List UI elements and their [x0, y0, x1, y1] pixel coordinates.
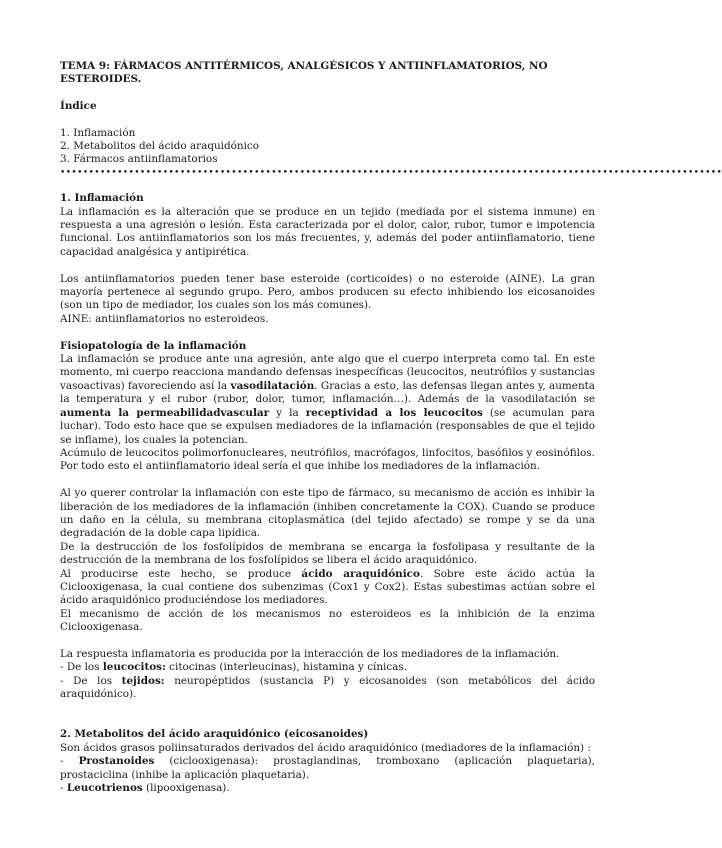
text-span: (ciclooxigenasa): prostaglandinas, tromboxano (aplicación plaquetaria), prostaciclina (inhibe la aplicación plaquetaria). — [60, 755, 595, 781]
document-page — [60, 60, 722, 795]
bold-term: vasodilatación — [230, 379, 315, 392]
text-span: - De los — [60, 674, 122, 687]
text-span: citocinas (interleucinas), histamina y cínicas. — [165, 661, 408, 674]
text-span: Al producirse este hecho, se produce — [60, 567, 302, 580]
section-1-paragraph-2: Los antiinflamatorios pueden tener base esteroide (corticoides) o no esteroide (AINE). La gran mayoría pertenece al segundo grupo. Pero, ambos producen su efecto inhibiendo los eicosanoides (son un tipo de mediador, los cuales son los más comunes). — [60, 272, 595, 312]
text-span: (se acumulan para luchar). Todo esto hace que se expulsen mediadores de la inflamación (responsables de que el tejido se inflame), los cuales la potencian. — [60, 406, 596, 446]
bold-term: tejidos: — [121, 674, 165, 687]
separator-dots: •••••••••••••••••••••••••••••••••••••••••••••••••••••••••••••••••••••••••••••••••••••••••••••••••••••••••••••••••••• — [60, 167, 722, 178]
section-2-heading: 2. Metabolitos del ácido araquidónico (eicosanoides) — [60, 728, 369, 741]
index-item-2: 2. Metabolitos del ácido araquidónico — [60, 140, 259, 153]
bold-term: ácido araquidónico — [301, 567, 420, 580]
text-span: . Gracias a esto, las defensas llegan antes y, aumenta la temperatura y el rubor (rubor, dolor, tumor, inflamación…). Además de la vasodilatación se — [60, 379, 596, 406]
prostanoides-item — [60, 755, 595, 782]
fisiopatologia-paragraph-2: Acúmulo de leucocitos polimorfonucleares, neutrófilos, macrófagos, linfocitos, basófilos y eosinófilos. — [60, 446, 595, 459]
bold-term: receptividad a los leucocitos — [305, 406, 483, 419]
bold-term: leucocitos: — [102, 661, 166, 674]
bold-term: Prostanoides — [78, 755, 155, 768]
text-span: - De los — [60, 661, 103, 674]
fisiopatologia-paragraph-7: El mecanismo de acción de los mecanismos no esteroideos es la inhibición de la enzima Ciclooxigenasa. — [60, 607, 595, 634]
section-2-paragraph-1: Son ácidos grasos poliinsaturados derivados del ácido araquidónico (mediadores de la inflamación) : — [60, 741, 591, 754]
mediadores-leucocitos — [60, 661, 595, 674]
fisiopatologia-paragraph-8: La respuesta inflamatoria es producida por la interacción de los mediadores de la inflamación. — [60, 647, 560, 660]
bold-term: aumenta la permeabilidadvascular — [60, 406, 270, 419]
section-1-heading: 1. Inflamación — [60, 192, 144, 205]
text-span: (lipooxigenasa). — [142, 782, 230, 794]
fisiopatologia-paragraph-1 — [60, 353, 595, 447]
fisiopatologia-paragraph-4: Al yo querer controlar la inflamación con este tipo de fármaco, su mecanismo de acción es inhibir la liberación de los mediadores de la inflamación (inhiben concretamente la COX). Cuando se produce un daño en la célula, su membrana citoplasmática (del tejido afectado) se rompe y se da una degradación de la doble capa lipídica. — [60, 487, 595, 540]
mediadores-tejidos — [60, 675, 595, 702]
text-span: . Sobre este ácido actúa la Ciclooxigenasa, la cual contiene dos subenzimas (Cox1 y Cox2). Estas subestimas actúan sobre el ácido araquidónico produciéndose los mediadores. — [60, 567, 595, 607]
index-item-3: 3. Fármacos antiinflamatorios — [60, 153, 218, 166]
index-heading: Índice — [60, 99, 97, 112]
fisiopatologia-paragraph-5: De la destrucción de los fosfolípidos de membrana se encarga la fosfolipasa y resultante de la destrucción de la membrana de los fosfolípidos se libera el ácido araquidónico. — [60, 540, 595, 567]
text-span: neuropéptidos (sustancia P) y eicosanoides (son metabólicos del ácido araquidónico). — [60, 674, 596, 701]
text-span: La inflamación se produce ante una agresión, ante algo que el cuerpo interpreta como tal. En este momento, mi cuerpo reacciona mandando defensas inespecíficas (leucocitos, neutrófilos y sustancias vasoactivas) favoreciendo así la — [60, 353, 595, 392]
text-span: y la — [269, 406, 306, 419]
index-item-1: 1. Inflamación — [60, 126, 136, 139]
bold-term: Leucotrienos — [66, 782, 143, 794]
fisiopatologia-heading: Fisiopatología de la inflamación — [60, 339, 247, 352]
text-span: - — [60, 755, 79, 768]
text-span: - — [60, 782, 67, 794]
fisiopatologia-paragraph-3: Por todo esto el antiinflamatorio ideal sería el que inhibe los mediadores de la inflamación. — [60, 460, 541, 473]
leucotrienos-item — [60, 782, 595, 795]
section-1-paragraph-1: La inflamación es la alteración que se produce en un tejido (mediada por el sistema inmune) en respuesta a una agresión o lesión. Esta caracterizada por el dolor, calor, rubor, tumor e impotencia funcional. Los antiinflamatorios son los más frecuentes, y, además del poder antiinflamatorio, tiene capacidad analgésica y antipirética. — [60, 205, 595, 258]
fisiopatologia-paragraph-6 — [60, 568, 595, 608]
section-1-paragraph-3: AINE: antiinflamatorios no esteroideos. — [60, 312, 269, 325]
document-title: TEMA 9: FÁRMACOS ANTITÉRMICOS, ANALGÉSICOS Y ANTIINFLAMATORIOS, NO ESTEROIDES. — [60, 60, 548, 86]
